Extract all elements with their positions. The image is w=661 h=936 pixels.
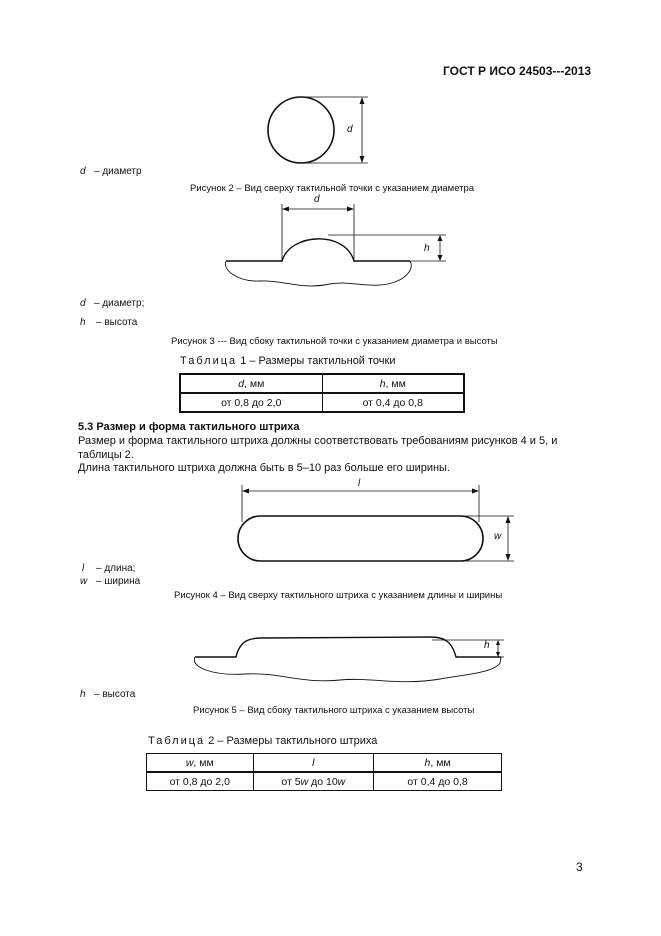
fig3-legend-text-1: – диаметр; [94,298,145,309]
page-number: 3 [576,860,583,874]
section-para2: Длина тактильного штриха должна быть в 5–10 раз больше его ширины. [78,462,451,474]
table-1-title: Таблица 1 – Размеры тактильной точки [180,355,396,367]
fig4-legend-text-2: – ширина [96,576,141,587]
fig5-legend-text: – высота [94,689,136,700]
fig3-legend-sym-1: d [80,298,86,309]
table-2-header-w: w, мм [147,754,254,773]
fig2-legend-sym: d [80,166,86,177]
table-2-title: Таблица 2 – Размеры тактильного штриха [148,735,378,747]
fig4-legend-sym-2: w [80,576,88,587]
fig3-label-d: d [314,194,320,205]
figure-3-caption: Рисунок 3 --- Вид сбоку тактильной точки с указанием диаметра и высоты [171,336,498,347]
table-2-header-l: l [253,754,374,773]
figure-2-caption: Рисунок 2 – Вид сверху тактильной точки с указанием диаметра [190,183,475,194]
fig4-legend-text-1: – длина; [96,563,136,574]
fig4-label-w: w [494,531,502,542]
figure-4-caption: Рисунок 4 – Вид сверху тактильного штриха с указанием длины и ширины [174,590,503,601]
table-1-cell-h: от 0,4 до 0,8 [322,393,464,412]
table-row [147,772,502,791]
table-2-header-h: h, мм [374,754,502,773]
fig2-legend-text: – диаметр [94,166,142,177]
section-para1-line1: Размер и форма тактильного штриха должны соответствовать требованиям рисунков 4 и 5, и [78,435,558,447]
document-code: ГОСТ Р ИСО 24503---2013 [443,64,592,78]
fig5-legend-sym: h [80,689,86,700]
section-para1-line2: таблицы 2. [78,449,134,461]
table-2-cell-w: от 0,8 до 2,0 [147,772,254,791]
table-1-header-d: d, мм [180,374,322,393]
table-2-cell-l: от 5w до 10w [253,772,374,791]
fig4-label-l: l [358,478,361,489]
table-2-cell-h: от 0,4 до 0,8 [374,772,502,791]
fig3-legend-text-2: – высота [96,317,138,328]
fig5-label-h: h [484,640,490,651]
table-1-cell-d: от 0,8 до 2,0 [180,393,322,412]
table-2 [146,753,502,791]
figure-5-caption: Рисунок 5 – Вид сбоку тактильного штриха с указанием высоты [193,705,475,716]
fig3-legend-sym-2: h [80,317,86,328]
fig2-label-d: d [347,124,353,135]
fig3-label-h: h [424,243,430,254]
fig4-legend-sym-1: l [82,563,85,574]
table-row [147,754,502,773]
section-heading: 5.3 Размер и форма тактильного штриха [78,421,300,433]
table-1-header-h: h, мм [322,374,464,393]
